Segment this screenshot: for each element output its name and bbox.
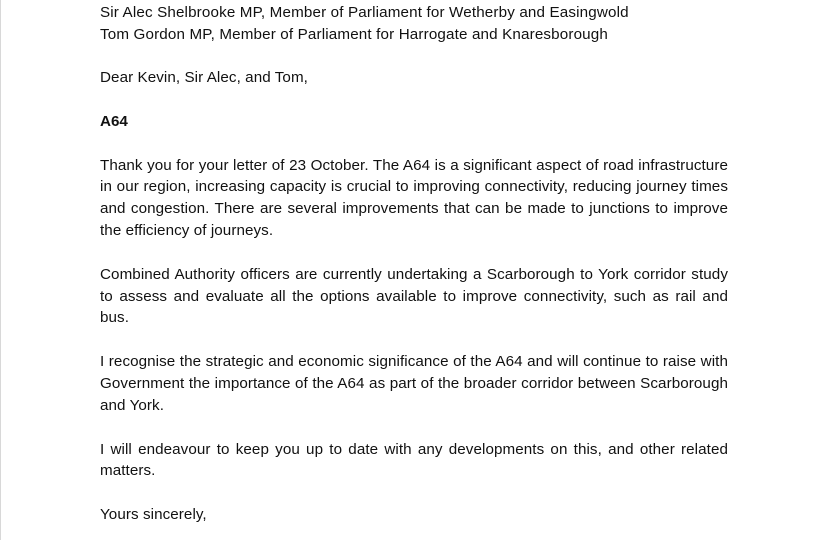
spacer-1 [100, 242, 728, 264]
addressee-block [100, 2, 728, 45]
paragraph-1: Thank you for your letter of 23 October. The A64 is a significant aspect of road infrastructure in our region, increasing capacity is crucial to improving connectivity, reducing journey times and congestion. There are several improvements that can be made to junctions to improve the efficiency of journeys. [100, 156, 728, 239]
page-left-edge [0, 0, 1, 540]
addressee-line-2: Tom Gordon MP, Member of Parliament for Harrogate and Knaresborough [100, 25, 608, 43]
spacer-3 [100, 417, 728, 439]
spacer-4 [100, 482, 728, 504]
salutation: Dear Kevin, Sir Alec, and Tom, [100, 69, 308, 86]
closing: Yours sincerely, [100, 506, 207, 524]
spacer-after-salutation [100, 89, 728, 111]
paragraph-3: I recognise the strategic and economic significance of the A64 and will continue to raise with Government the importance of the A64 as part of the broader corridor between Scarborough and York. [100, 353, 728, 414]
addressee-line-1: Sir Alec Shelbrooke MP, Member of Parliament for Wetherby and Easingwold [100, 4, 629, 21]
subject-heading: A64 [100, 112, 128, 130]
spacer-after-subject [100, 133, 728, 155]
letter-body [100, 0, 728, 526]
spacer-2 [100, 329, 728, 351]
paragraph-2: Combined Authority officers are currently undertaking a Scarborough to York corridor study to assess and evaluate all the options available to improve connectivity, such as rail and bus. [100, 265, 728, 327]
paragraph-4: I will endeavour to keep you up to date with any developments on this, and other related matters. [100, 440, 728, 480]
spacer-after-addressees [100, 45, 728, 67]
